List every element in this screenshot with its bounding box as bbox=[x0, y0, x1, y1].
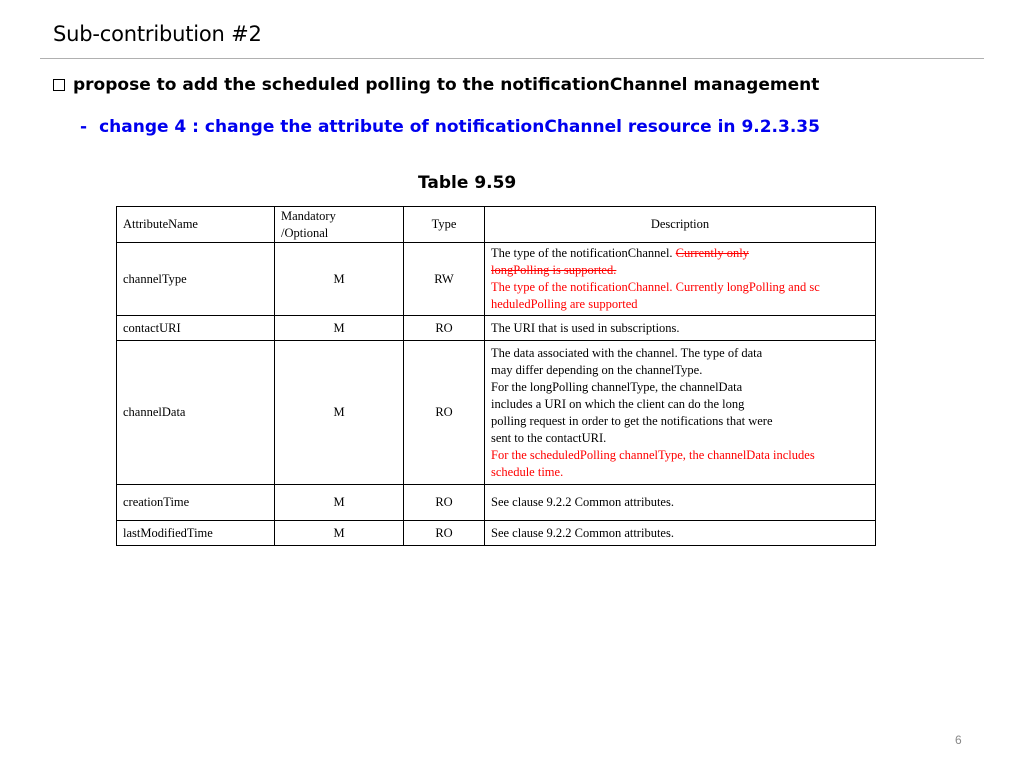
header-attribute-name: AttributeName bbox=[117, 207, 275, 243]
header-type: Type bbox=[404, 207, 485, 243]
inserted-text: schedule time. bbox=[491, 464, 564, 479]
cell-attribute-name: lastModifiedTime bbox=[117, 521, 275, 546]
main-bullet-text: propose to add the scheduled polling to the notificationChannel management bbox=[73, 75, 820, 95]
description-line: sent to the contactURI. bbox=[491, 430, 607, 445]
cell-description: See clause 9.2.2 Common attributes. bbox=[485, 485, 876, 521]
main-bullet bbox=[53, 75, 819, 95]
description-line: includes a URI on which the client can do the long bbox=[491, 396, 745, 411]
inserted-text: heduledPolling are supported bbox=[491, 297, 638, 311]
table-row bbox=[117, 243, 876, 316]
cell-mandatory: M bbox=[275, 485, 404, 521]
cell-type: RO bbox=[404, 316, 485, 341]
slide-title: Sub-contribution #2 bbox=[53, 22, 262, 46]
table-header-row bbox=[117, 207, 876, 243]
attribute-table bbox=[116, 206, 876, 546]
page-number: 6 bbox=[955, 733, 962, 747]
cell-attribute-name: contactURI bbox=[117, 316, 275, 341]
cell-mandatory: M bbox=[275, 243, 404, 316]
cell-attribute-name: channelType bbox=[117, 243, 275, 316]
cell-description bbox=[485, 243, 876, 316]
table-caption: Table 9.59 bbox=[418, 173, 517, 193]
inserted-text: For the scheduledPolling channelType, the channelData includes bbox=[491, 447, 815, 462]
cell-description: The URI that is used in subscriptions. bbox=[485, 316, 876, 341]
header-mandatory bbox=[275, 207, 404, 243]
cell-type: RO bbox=[404, 341, 485, 485]
description-line: For the longPolling channelType, the channelData bbox=[491, 379, 743, 394]
cell-description bbox=[485, 341, 876, 485]
cell-attribute-name: channelData bbox=[117, 341, 275, 485]
cell-description: See clause 9.2.2 Common attributes. bbox=[485, 521, 876, 546]
description-text: The type of the notificationChannel. bbox=[491, 246, 676, 260]
sub-bullet-marker: - bbox=[80, 117, 88, 137]
header-mandatory-line1: Mandatory bbox=[281, 208, 336, 223]
sub-bullet-text: change 4 : change the attribute of notificationChannel resource in 9.2.3.35 bbox=[99, 117, 820, 137]
cell-mandatory: M bbox=[275, 316, 404, 341]
table-row bbox=[117, 341, 876, 485]
table-row bbox=[117, 316, 876, 341]
cell-type: RO bbox=[404, 521, 485, 546]
deleted-text: Currently only bbox=[675, 246, 749, 260]
cell-mandatory: M bbox=[275, 341, 404, 485]
description-line: The data associated with the channel. The type of data bbox=[491, 345, 763, 360]
hollow-square-icon bbox=[53, 79, 65, 91]
cell-mandatory: M bbox=[275, 521, 404, 546]
header-description: Description bbox=[485, 207, 876, 243]
table-row bbox=[117, 521, 876, 546]
title-divider bbox=[40, 58, 984, 59]
deleted-text: longPolling is supported. bbox=[491, 263, 617, 277]
table-row bbox=[117, 485, 876, 521]
cell-type: RW bbox=[404, 243, 485, 316]
cell-attribute-name: creationTime bbox=[117, 485, 275, 521]
inserted-text: The type of the notificationChannel. Currently longPolling and sc bbox=[491, 280, 820, 294]
header-mandatory-line2: /Optional bbox=[281, 225, 329, 240]
cell-type: RO bbox=[404, 485, 485, 521]
sub-bullet bbox=[80, 117, 820, 137]
description-line: may differ depending on the channelType. bbox=[491, 362, 703, 377]
description-line: polling request in order to get the notifications that were bbox=[491, 413, 773, 428]
